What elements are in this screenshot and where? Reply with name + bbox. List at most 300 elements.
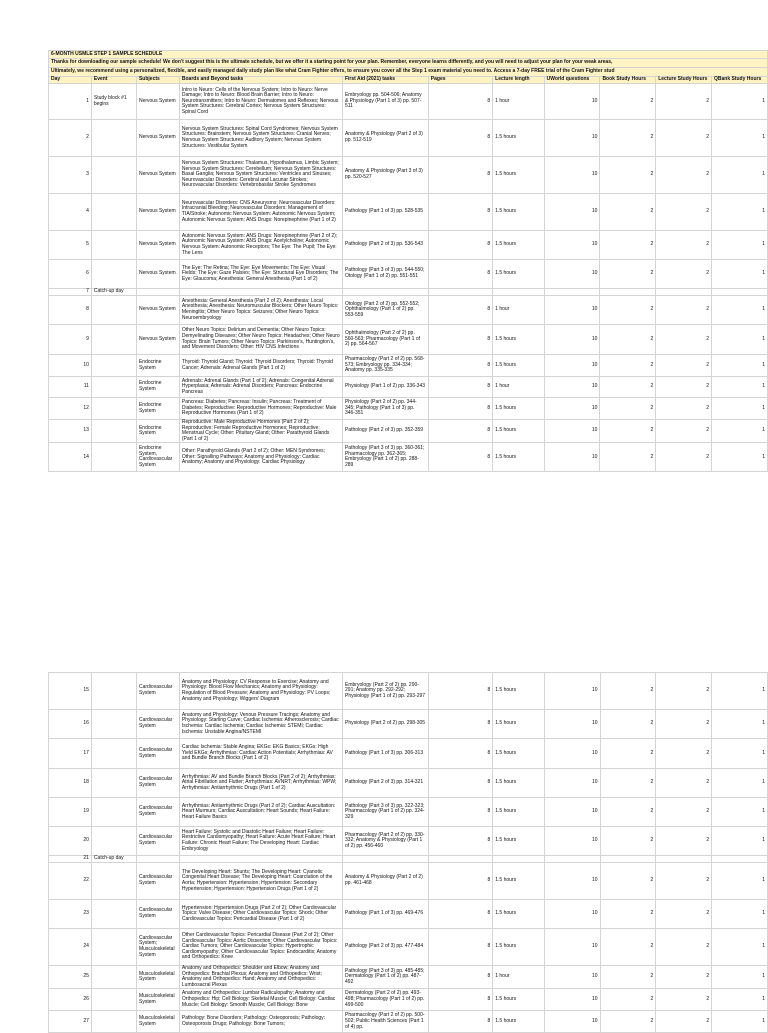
- schedule-first-aid-tasks: Anatomy & Physiology (Part 2 of 2) pp. 461-468: [343, 863, 429, 900]
- schedule-book-hours: 2: [600, 377, 656, 398]
- col-header-lecture-length: Lecture length: [493, 77, 545, 84]
- schedule-first-aid-tasks: Pathology (Part 2 of 3) pp. 536-543: [342, 231, 428, 260]
- schedule-lecture-length: 1.5 hours: [493, 443, 545, 472]
- schedule-event: [91, 325, 136, 355]
- schedule-book-hours: 2: [600, 84, 656, 120]
- schedule-book-hours: 2: [600, 710, 656, 739]
- schedule-day: 8: [49, 296, 92, 325]
- schedule-lecture-hours: 2: [656, 929, 712, 966]
- schedule-subject: Nervous System: [136, 325, 179, 355]
- schedule-uworld-questions: 10: [544, 420, 600, 443]
- schedule-day: 7: [49, 289, 92, 296]
- schedule-lecture-hours: [656, 856, 712, 863]
- schedule-bnb-tasks: Anatomy and Orthopedics: Lumbar Radiculopathy; Anatomy and Orthopedics: Hip; Cell Biology: Skeletal Muscle; Cell Biology: Cardiac Muscle; Cell Biology: Smooth Muscle; Cell Biology: Bone: [179, 989, 342, 1011]
- schedule-event: [91, 231, 136, 260]
- schedule-subject: Cardiovascular System: [136, 739, 179, 769]
- schedule-uworld-questions: 10: [544, 739, 600, 769]
- schedule-qbank-hours: 1: [712, 900, 768, 929]
- schedule-qbank-hours: 1: [712, 355, 768, 377]
- schedule-lecture-length: 1.5 hours: [493, 420, 545, 443]
- schedule-event: [91, 420, 136, 443]
- schedule-pages: 8: [428, 673, 492, 710]
- schedule-day: 2: [49, 120, 92, 157]
- schedule-bnb-tasks: Nervous System Structures: Thalamus, Hypothalamus, Limbic System; Nervous System Structures: Cerebellum; Nervous System Structures: Basal Ganglia; Nervous System Structures: Ventricles and Sinuses; Neurovascular Disorders: Cerebral and Lacunar Strokes; Neurovascular Disorders: Vertebrobasilar Stroke Syndromes: [179, 157, 342, 194]
- schedule-bnb-tasks: Pathology: Bone Disorders; Pathology: Osteoporosis; Pathology: Osteoporosis Drugs; Pathology: Bone Tumors;: [179, 1011, 342, 1033]
- schedule-subject: Cardiovascular System: [136, 827, 179, 856]
- schedule-lecture-length: 1.5 hours: [493, 157, 545, 194]
- schedule-first-aid-tasks: Pharmacology (Part 2 of 2) pp. 568-573; Embryology pp. 334-334; Anatomy pp. 335-335: [342, 355, 428, 377]
- schedule-lecture-length: 1.5 hours: [493, 325, 545, 355]
- table-row: [49, 325, 768, 355]
- schedule-lecture-hours: 2: [656, 966, 712, 989]
- schedule-uworld-questions: 10: [544, 673, 600, 710]
- schedule-lecture-hours: 2: [656, 989, 712, 1011]
- schedule-uworld-questions: 10: [544, 377, 600, 398]
- schedule-event: [91, 739, 136, 769]
- table-row: [49, 1011, 768, 1033]
- table-row: [49, 827, 768, 856]
- table-row: [49, 420, 768, 443]
- schedule-pages: 8: [428, 260, 492, 289]
- schedule-lecture-hours: 2: [656, 900, 712, 929]
- schedule-first-aid-tasks: Physiology (Part 1 of 2) pp. 336-343: [342, 377, 428, 398]
- schedule-subject: Musculoskeletal System: [136, 966, 179, 989]
- col-header-event: Event: [91, 77, 136, 84]
- table-row: [49, 355, 768, 377]
- col-header-lecture-hours: Lecture Study Hours: [656, 77, 712, 84]
- schedule-pages: 8: [428, 398, 492, 420]
- table-row: [49, 900, 768, 929]
- schedule-first-aid-tasks: Embryology (Part 2 of 2) pp. 290-291; Anatomy pp. 292-292; Physiology (Part 1 of 2) pp. 293-297: [343, 673, 429, 710]
- schedule-first-aid-tasks: Pathology (Part 1 of 3) pp. 306-313: [343, 739, 429, 769]
- schedule-event: [91, 827, 136, 856]
- schedule-lecture-length: 1.5 hours: [493, 1011, 545, 1033]
- schedule-uworld-questions: 10: [544, 929, 600, 966]
- schedule-bnb-tasks: The Developing Heart: Shunts; The Developing Heart: Cyanotic Congenital Heart Disease; The Developing Heart: Coarctation of the Aorta; Hypertension: Hypertension; Hypertension: Secondary Hypertension; Hypertension: Hypertension Drugs (Part 1 of 2): [179, 863, 342, 900]
- schedule-title: 6-MONTH USMLE STEP 1 SAMPLE SCHEDULE: [49, 51, 768, 59]
- schedule-book-hours: 2: [600, 989, 656, 1011]
- schedule-qbank-hours: [712, 856, 768, 863]
- schedule-day: 22: [49, 863, 92, 900]
- schedule-subject: Endocrine System: [136, 420, 179, 443]
- schedule-uworld-questions: [544, 856, 600, 863]
- schedule-lecture-length: 1.5 hours: [493, 120, 545, 157]
- schedule-first-aid-tasks: Pathology (Part 2 of 3) pp. 314-321: [343, 769, 429, 798]
- schedule-day: 26: [49, 989, 92, 1011]
- schedule-first-aid-tasks: Pathology (Part 3 of 3) pp. 322-323; Pharmacology (Part 1 of 2) pp. 324-329: [343, 798, 429, 827]
- schedule-subject: Nervous System: [136, 194, 179, 231]
- schedule-first-aid-tasks: Pharmacology (Part 2 of 2) pp. 330-332; Anatomy & Physiology (Part 1 of 2) pp. 456-460: [343, 827, 429, 856]
- schedule-lecture-length: 1 hour: [493, 377, 545, 398]
- schedule-book-hours: 2: [600, 863, 656, 900]
- schedule-bnb-tasks: Hypertension: Hypertension Drugs (Part 2 of 2); Other Cardiovascular Topics: Valve Disease; Other Cardiovascular Topics: Shock; Other Cardiovascular Topics: Pericardial Disease (Part 1 of 2): [179, 900, 342, 929]
- table-row: [49, 398, 768, 420]
- schedule-pages: 8: [428, 798, 492, 827]
- schedule-event: [91, 157, 136, 194]
- schedule-uworld-questions: 10: [544, 231, 600, 260]
- schedule-pages: 8: [428, 194, 492, 231]
- schedule-bnb-tasks: Neurovascular Disorders: CNS Aneurysms; Neurovascular Disorders: Intracranial Bleeding; Neurovascular Disorders: Management of TIA/Stroke; Autonomic Nervous System: Autonomic Nervous System; Autonomic Nervous System: ANS Drugs: Norepinephrine (Part 1 of 2): [179, 194, 342, 231]
- schedule-uworld-questions: 10: [544, 798, 600, 827]
- schedule-event: [91, 710, 136, 739]
- schedule-lecture-length: 1 hour: [493, 84, 545, 120]
- schedule-qbank-hours: [712, 289, 768, 296]
- schedule-lecture-hours: 2: [656, 296, 712, 325]
- schedule-first-aid-tasks: Pathology (Part 3 of 3) pp. 544-550; Otology (Part 1 of 2) pp. 551-551: [342, 260, 428, 289]
- schedule-book-hours: [600, 856, 656, 863]
- schedule-lecture-hours: 2: [656, 443, 712, 472]
- schedule-lecture-length: 1.5 hours: [493, 739, 545, 769]
- schedule-subject: Musculoskeletal System: [136, 989, 179, 1011]
- schedule-first-aid-tasks: Pharmacology (Part 2 of 2) pp. 500-502; Public Health Sciences (Part 1 of 4) pp.: [343, 1011, 429, 1033]
- schedule-subject: Endocrine System: [136, 398, 179, 420]
- schedule-lecture-hours: 2: [656, 710, 712, 739]
- schedule-note-1: Thanks for downloading our sample schedule! We don't suggest this is the ultimate schedule, but we offer it a starting point for your plan. Remember, everyone learns differently, and you will need to adjust your plan for your weak areas,: [49, 59, 768, 68]
- schedule-subject: Nervous System: [136, 157, 179, 194]
- schedule-pages: 8: [428, 769, 492, 798]
- schedule-bnb-tasks: Anatomy and Physiology: Venous Pressure Tracings; Anatomy and Physiology: Starling Curve; Cardiac Ischemia: Atherosclerosis; Cardiac Ischemia: Cardiac Ischemia; Cardiac Ischemia: STEMI; Cardiac Ischemia: Unstable Angina/NSTEMI: [179, 710, 342, 739]
- schedule-pages: 8: [428, 377, 492, 398]
- schedule-book-hours: 2: [600, 443, 656, 472]
- schedule-lecture-hours: [656, 289, 712, 296]
- schedule-lecture-length: 1.5 hours: [493, 827, 545, 856]
- table-row: [49, 769, 768, 798]
- schedule-pages: [428, 856, 492, 863]
- schedule-pages: 8: [428, 443, 492, 472]
- schedule-subject: Cardiovascular System: [136, 673, 179, 710]
- schedule-qbank-hours: 1: [712, 398, 768, 420]
- schedule-bnb-tasks: Other Neuro Topics: Delirium and Dementia; Other Neuro Topics: Demyelinating Diseases; Other Neuro Topics: Headaches; Other Neuro Topics: Brain Tumors; Other Neuro Topics: Parkinson's, Huntington's, and Movement Disorders; Other: HIV CNS Infections: [179, 325, 342, 355]
- schedule-lecture-length: 1.5 hours: [493, 900, 545, 929]
- schedule-qbank-hours: 1: [712, 827, 768, 856]
- schedule-event: [91, 989, 136, 1011]
- table-row: [49, 856, 768, 863]
- schedule-pages: 8: [428, 296, 492, 325]
- table-row: [49, 157, 768, 194]
- schedule-book-hours: 2: [600, 231, 656, 260]
- schedule-event: [91, 355, 136, 377]
- schedule-pages: 8: [428, 355, 492, 377]
- schedule-subject: Nervous System: [136, 296, 179, 325]
- schedule-bnb-tasks: [179, 856, 342, 863]
- schedule-lecture-hours: 2: [656, 260, 712, 289]
- schedule-lecture-hours: 2: [656, 194, 712, 231]
- schedule-first-aid-tasks: Physiology (Part 2 of 2) pp. 344-345; Pathology (Part 1 of 3) pp. 346-351: [342, 398, 428, 420]
- schedule-book-hours: 2: [600, 194, 656, 231]
- col-header-first-aid: First Aid (2021) tasks: [342, 77, 428, 84]
- schedule-lecture-length: 1.5 hours: [493, 769, 545, 798]
- schedule-qbank-hours: 1: [712, 710, 768, 739]
- schedule-bnb-tasks: Anatomy and Physiology: CV Response to Exercise; Anatomy and Physiology: Blood Flow Mechanics; Anatomy and Physiology: Regulation of Blood Pressure; Anatomy and Physiology: PV Loops; Anatomy and Physiology: Wiggers' Diagram: [179, 673, 342, 710]
- table-row: [49, 84, 768, 120]
- schedule-event: [91, 377, 136, 398]
- schedule-event: [91, 120, 136, 157]
- schedule-event: [91, 798, 136, 827]
- schedule-day: 10: [49, 355, 92, 377]
- schedule-first-aid-tasks: Anatomy & Physiology (Part 2 of 3) pp. 512-519: [342, 120, 428, 157]
- schedule-subject: Cardiovascular System: [136, 710, 179, 739]
- col-header-day: Day: [49, 77, 92, 84]
- schedule-lecture-length: 1.5 hours: [493, 398, 545, 420]
- schedule-day: 16: [49, 710, 92, 739]
- schedule-book-hours: 2: [600, 900, 656, 929]
- schedule-day: 1: [49, 84, 92, 120]
- schedule-pages: 8: [428, 710, 492, 739]
- schedule-qbank-hours: 1: [712, 739, 768, 769]
- schedule-qbank-hours: 1: [712, 296, 768, 325]
- schedule-qbank-hours: 1: [712, 966, 768, 989]
- schedule-bnb-tasks: Adrenals: Adrenal Glands (Part 1 of 2); Adrenals: Congenital Adrenal Hyperplasia; Adrenals: Adrenal Disorders; Pancreas: Endocrine Pancreas: [179, 377, 342, 398]
- schedule-subject: [136, 856, 179, 863]
- schedule-day: 4: [49, 194, 92, 231]
- schedule-qbank-hours: 1: [712, 420, 768, 443]
- schedule-sheet-part-2: [48, 672, 768, 1033]
- schedule-qbank-hours: 1: [712, 929, 768, 966]
- schedule-first-aid-tasks: Pathology (Part 2 of 3) pp. 352-359: [342, 420, 428, 443]
- schedule-bnb-tasks: Cardiac Ischemia: Stable Angina; EKGs: EKG Basics; EKGs: High Yield EKGs; Arrhythmias: Cardiac Action Potentials; Arrhythmias: AV and Bundle Branch Blocks (Part 1 of 2): [179, 739, 342, 769]
- schedule-pages: 8: [428, 120, 492, 157]
- schedule-event: [91, 900, 136, 929]
- schedule-uworld-questions: 10: [544, 260, 600, 289]
- schedule-first-aid-tasks: Pathology (Part 3 of 3) pp. 360-361; Pharmacology pp. 362-365; Embryology (Part 1 of 2) pp. 288-289: [342, 443, 428, 472]
- schedule-lecture-length: 1.5 hours: [493, 355, 545, 377]
- schedule-bnb-tasks: [179, 289, 342, 296]
- schedule-uworld-questions: 10: [544, 966, 600, 989]
- schedule-book-hours: 2: [600, 769, 656, 798]
- schedule-event: [91, 929, 136, 966]
- schedule-bnb-tasks: Other: Parathyroid Glands (Part 2 of 2); Other: MEN Syndromes; Other: Signalling Pathways; Anatomy and Physiology: Cardiac Anatomy; Anatomy and Physiology: Cardiac Physiology: [179, 443, 342, 472]
- schedule-first-aid-tasks: [342, 289, 428, 296]
- schedule-day: 21: [49, 856, 92, 863]
- schedule-bnb-tasks: Autonomic Nervous System: ANS Drugs: Norepinephrine (Part 2 of 2); Autonomic Nervous System: ANS Drugs: Acetylcholine; Autonomic Nervous System: Autonomic Receptors; The Eye: The Pupil; The Eye: The Lens: [179, 231, 342, 260]
- table-row: [49, 443, 768, 472]
- schedule-first-aid-tasks: Embryology pp. 504-506; Anatomy & Physiology (Part 1 of 3) pp. 507-511: [342, 84, 428, 120]
- schedule-pages: 8: [428, 929, 492, 966]
- schedule-book-hours: 2: [600, 296, 656, 325]
- schedule-uworld-questions: 10: [544, 827, 600, 856]
- schedule-lecture-hours: 2: [656, 325, 712, 355]
- schedule-subject: Cardiovascular System: [136, 900, 179, 929]
- schedule-event: Catch-up day: [91, 289, 136, 296]
- schedule-book-hours: 2: [600, 157, 656, 194]
- schedule-event: [91, 966, 136, 989]
- schedule-day: 5: [49, 231, 92, 260]
- table-row: [49, 798, 768, 827]
- table-row: [49, 929, 768, 966]
- table-row: [49, 989, 768, 1011]
- schedule-qbank-hours: 1: [712, 194, 768, 231]
- schedule-day: 15: [49, 673, 92, 710]
- schedule-subject: Cardiovascular System: [136, 863, 179, 900]
- schedule-uworld-questions: 10: [544, 84, 600, 120]
- schedule-subject: [136, 289, 179, 296]
- schedule-book-hours: 2: [600, 673, 656, 710]
- schedule-uworld-questions: 10: [544, 120, 600, 157]
- schedule-uworld-questions: 10: [544, 1011, 600, 1033]
- schedule-book-hours: 2: [600, 420, 656, 443]
- schedule-lecture-length: 1.5 hours: [493, 194, 545, 231]
- table-row: [49, 289, 768, 296]
- schedule-day: 14: [49, 443, 92, 472]
- schedule-uworld-questions: 10: [544, 398, 600, 420]
- schedule-book-hours: [600, 289, 656, 296]
- schedule-pages: 8: [428, 989, 492, 1011]
- schedule-book-hours: 2: [600, 966, 656, 989]
- schedule-bnb-tasks: Thyroid: Thyroid Gland; Thyroid: Thyroid Disorders; Thyroid: Thyroid Cancer; Adrenals: Adrenal Glands (Part 1 of 2): [179, 355, 342, 377]
- schedule-pages: 8: [428, 84, 492, 120]
- schedule-lecture-length: 1.5 hours: [493, 863, 545, 900]
- schedule-event: [91, 1011, 136, 1033]
- schedule-pages: 8: [428, 325, 492, 355]
- schedule-bnb-tasks: Pancreas: Diabetes; Pancreas: Insulin; Pancreas: Treatment of Diabetes; Reproductive: Reproductive Hormones; Reproductive: Male Reproductive Hormones (Part 1 of 2): [179, 398, 342, 420]
- schedule-table-1: [48, 50, 768, 472]
- schedule-event: [91, 443, 136, 472]
- schedule-day: 9: [49, 325, 92, 355]
- schedule-event: [91, 296, 136, 325]
- schedule-uworld-questions: 10: [544, 194, 600, 231]
- schedule-subject: Nervous System: [136, 231, 179, 260]
- schedule-day: 23: [49, 900, 92, 929]
- table-row: [49, 377, 768, 398]
- table-row: [49, 231, 768, 260]
- schedule-lecture-hours: 2: [656, 231, 712, 260]
- schedule-uworld-questions: 10: [544, 325, 600, 355]
- schedule-event: Study block #1 begins: [91, 84, 136, 120]
- schedule-first-aid-tasks: Dermatology (Part 2 of 2) pp. 493-498; Pharmacology (Part 1 of 2) pp. 499-500: [343, 989, 429, 1011]
- schedule-lecture-length: 1.5 hours: [493, 673, 545, 710]
- col-header-book-hours: Book Study Hours: [600, 77, 656, 84]
- schedule-uworld-questions: 10: [544, 863, 600, 900]
- schedule-bnb-tasks: Nervous System Structures: Spinal Cord Syndromes; Nervous System Structures: Brainstem; Nervous System Structures: Cranial Nerves; Nervous System Structures: Auditory System; Nervous System Structures: Vestibular System: [179, 120, 342, 157]
- schedule-qbank-hours: 1: [712, 84, 768, 120]
- schedule-lecture-hours: 2: [656, 1011, 712, 1033]
- schedule-uworld-questions: [544, 289, 600, 296]
- schedule-book-hours: 2: [600, 325, 656, 355]
- schedule-qbank-hours: 1: [712, 1011, 768, 1033]
- table-row: [49, 966, 768, 989]
- table-row: [49, 863, 768, 900]
- schedule-lecture-length: 1.5 hours: [493, 231, 545, 260]
- schedule-day: 19: [49, 798, 92, 827]
- schedule-subject: Musculoskeletal System: [136, 1011, 179, 1033]
- schedule-pages: 8: [428, 420, 492, 443]
- col-header-pages: Pages: [428, 77, 492, 84]
- schedule-bnb-tasks: Anatomy and Orthopedics: Shoulder and Elbow; Anatomy and Orthopedics: Brachial Plexus; Anatomy and Orthopedics: Wrist; Anatomy and Orthopedics: Hand; Anatomy and Orthopedics: Lumbosacral Plexus: [179, 966, 342, 989]
- schedule-pages: [428, 289, 492, 296]
- schedule-pages: 8: [428, 157, 492, 194]
- schedule-day: 25: [49, 966, 92, 989]
- schedule-pages: 8: [428, 863, 492, 900]
- schedule-lecture-hours: 2: [656, 377, 712, 398]
- schedule-qbank-hours: 1: [712, 989, 768, 1011]
- schedule-qbank-hours: 1: [712, 798, 768, 827]
- schedule-bnb-tasks: Heart Failure: Systolic and Diastolic Heart Failure; Heart Failure: Restrictive Cardiomyopathy; Heart Failure: Acute Heart Failure; Heart Failure: Chronic Heart Failure; The Developing Heart: Cardiac Embryology: [179, 827, 342, 856]
- schedule-event: [91, 260, 136, 289]
- schedule-subject: Cardiovascular System; Musculoskeletal System: [136, 929, 179, 966]
- schedule-bnb-tasks: Intro to Neuro: Cells of the Nervous System; Intro to Neuro: Nerve Damage; Intro to Neuro: Blood Brain Barrier; Intro to Neuro: Neurotransmitters; Intro to Neuro: Dermatomes and Reflexes; Nervous System Structures: Cerebral Cortex; Nervous System Structures: Spinal Cord: [179, 84, 342, 120]
- schedule-lecture-length: 1.5 hours: [493, 710, 545, 739]
- schedule-qbank-hours: 1: [712, 769, 768, 798]
- schedule-book-hours: 2: [600, 739, 656, 769]
- schedule-day: 3: [49, 157, 92, 194]
- schedule-qbank-hours: 1: [712, 231, 768, 260]
- schedule-lecture-hours: 2: [656, 673, 712, 710]
- schedule-table-2: [48, 672, 768, 1033]
- schedule-lecture-length: 1.5 hours: [493, 989, 545, 1011]
- schedule-first-aid-tasks: Pathology (Part 3 of 3) pp. 485-485; Dermatology (Part 1 of 2) pp. 487-492: [343, 966, 429, 989]
- schedule-qbank-hours: 1: [712, 120, 768, 157]
- schedule-book-hours: 2: [600, 355, 656, 377]
- schedule-first-aid-tasks: Pathology (Part 2 of 3) pp. 477-484: [343, 929, 429, 966]
- table-row: [49, 673, 768, 710]
- table-row: [49, 296, 768, 325]
- schedule-qbank-hours: 1: [712, 260, 768, 289]
- schedule-lecture-hours: 2: [656, 355, 712, 377]
- schedule-book-hours: 2: [600, 1011, 656, 1033]
- schedule-bnb-tasks: Anesthesia: General Anesthesia (Part 2 of 2); Anesthesia: Local Anesthesia; Anesthesia: Neuromuscular Blockers; Other Neuro Topics: Meningitis; Other Neuro Topics: Seizures; Other Neuro Topics: Neuroembryology: [179, 296, 342, 325]
- schedule-lecture-length: 1.5 hours: [493, 798, 545, 827]
- schedule-qbank-hours: 1: [712, 673, 768, 710]
- schedule-lecture-length: [493, 289, 545, 296]
- schedule-subject: Endocrine System: [136, 355, 179, 377]
- schedule-first-aid-tasks: Otology (Part 2 of 2) pp. 552-552; Ophthalmology (Part 1 of 2) pp. 553-559: [342, 296, 428, 325]
- schedule-bnb-tasks: Arrhythmias: AV and Bundle Branch Blocks (Part 2 of 2); Arrhythmias: Atrial Fibrillation and Flutter; Arrhythmias: AVNRT; Arrhythmias: WPW; Arrhythmias: Antiarrhythmic Drugs (Part 1 of 2): [179, 769, 342, 798]
- schedule-qbank-hours: 1: [712, 863, 768, 900]
- schedule-pages: 8: [428, 231, 492, 260]
- schedule-lecture-hours: 2: [656, 120, 712, 157]
- schedule-bnb-tasks: Other Cardiovascular Topics: Pericardial Disease (Part 2 of 2); Other Cardiovascular Topics: Aortic Dissection; Other Cardiovascular Topics: Cardiac Tumors; Other Cardiovascular Topics: Hypertrophic Cardiomyopathy; Other Cardiovascular Topics: Endocarditis; Anatomy and Orthopedics: Knee: [179, 929, 342, 966]
- col-header-qbank-hours: QBank Study Hours: [712, 77, 768, 84]
- schedule-pages: 8: [428, 1011, 492, 1033]
- schedule-uworld-questions: 10: [544, 443, 600, 472]
- col-header-uworld: UWorld questions: [544, 77, 600, 84]
- schedule-pages: 8: [428, 900, 492, 929]
- schedule-event: [91, 769, 136, 798]
- schedule-day: 12: [49, 398, 92, 420]
- schedule-uworld-questions: 10: [544, 296, 600, 325]
- schedule-lecture-length: 1 hour: [493, 296, 545, 325]
- schedule-uworld-questions: 10: [544, 355, 600, 377]
- schedule-first-aid-tasks: Ophthalmology (Part 2 of 2) pp. 560-563; Pharmacology (Part 1 of 2) pp. 564-567: [342, 325, 428, 355]
- schedule-pages: 8: [428, 739, 492, 769]
- schedule-uworld-questions: 10: [544, 769, 600, 798]
- schedule-lecture-hours: 2: [656, 863, 712, 900]
- schedule-lecture-hours: 2: [656, 420, 712, 443]
- schedule-day: 24: [49, 929, 92, 966]
- schedule-lecture-hours: 2: [656, 398, 712, 420]
- schedule-qbank-hours: 1: [712, 325, 768, 355]
- schedule-day: 17: [49, 739, 92, 769]
- schedule-subject: Nervous System: [136, 120, 179, 157]
- schedule-qbank-hours: 1: [712, 443, 768, 472]
- schedule-day: 20: [49, 827, 92, 856]
- schedule-event: [91, 398, 136, 420]
- schedule-bnb-tasks: Reproductive: Male Reproductive Hormones (Part 2 of 2); Reproductive: Female Reproductive Hormones; Reproductive: Menstrual Cycle; Other: Pituitary Gland; Other: Parathyroid Glands (Part 1 of 2): [179, 420, 342, 443]
- col-header-subjects: Subjects: [136, 77, 179, 84]
- schedule-subject: Nervous System: [136, 260, 179, 289]
- schedule-book-hours: 2: [600, 827, 656, 856]
- schedule-pages: 8: [428, 966, 492, 989]
- schedule-event: Catch-up day: [91, 856, 136, 863]
- schedule-first-aid-tasks: Pathology (Part 1 of 3) pp. 469-476: [343, 900, 429, 929]
- schedule-lecture-length: 1.5 hours: [493, 260, 545, 289]
- schedule-note-2: Ultimately, we recommend using a personalized, flexible, and easily managed daily study plan like what Cram Fighter offers, to ensure you cover all the Step 1 exam material you need to. Access a 7-day FREE trial of the Cram Fighter stud: [49, 68, 768, 77]
- schedule-uworld-questions: 10: [544, 989, 600, 1011]
- schedule-lecture-hours: 2: [656, 157, 712, 194]
- schedule-lecture-hours: 2: [656, 769, 712, 798]
- schedule-lecture-hours: 2: [656, 739, 712, 769]
- schedule-lecture-length: 1 hour: [493, 966, 545, 989]
